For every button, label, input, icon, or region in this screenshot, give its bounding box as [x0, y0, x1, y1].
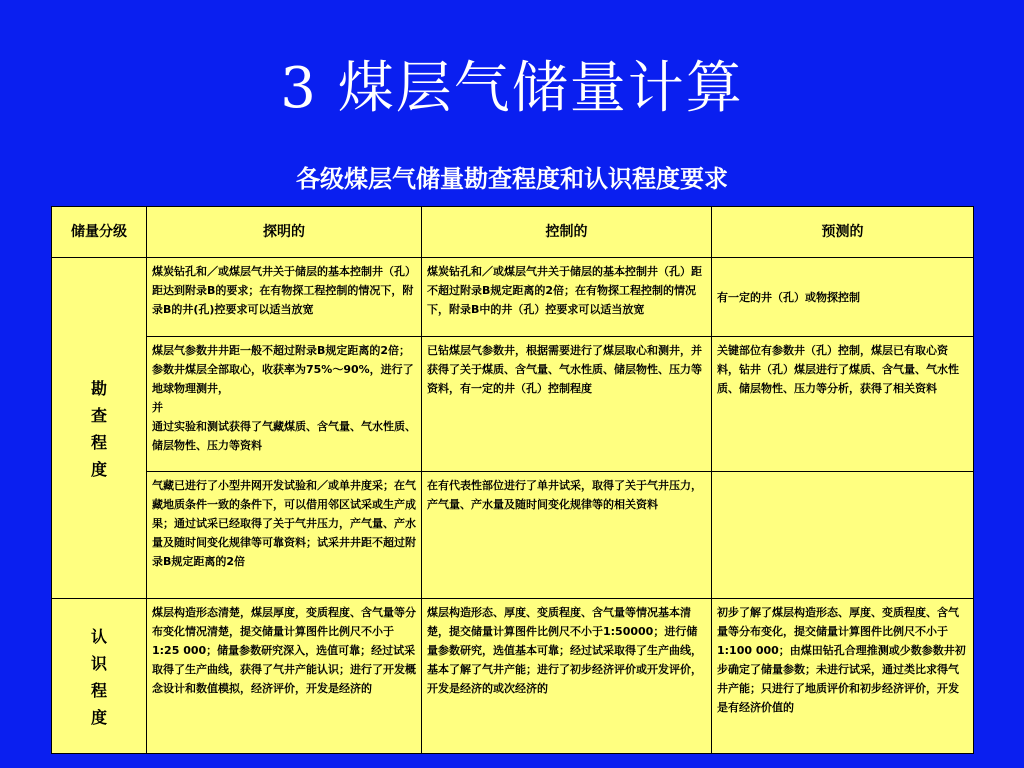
cell-exploration-params-proved: 煤层气参数井井距一般不超过附录B规定距离的2倍；参数井煤层全部取心，收获率为75%～90%，进行了地球物理测井， 并 通过实验和测试获得了气藏煤质、含气量、气水性质、储层物性、压力等资料 — [147, 337, 422, 472]
cell-exploration-control-possible: 有一定的井（孔）或物探控制 — [712, 258, 974, 337]
category-understanding-degree — [52, 599, 147, 754]
category-char: 认 — [90, 626, 107, 646]
category-char: 程 — [90, 680, 107, 700]
cell-understanding-possible: 初步了解了煤层构造形态、厚度、变质程度、含气量等分布变化，提交储量计算图件比例尺不小于1:100 000；由煤田钻孔合理推测或少数参数井初步确定了储量参数；未进行试采，通过类比求得气井产能；只进行了地质评价和初步经济评价，开发是有经济价值的 — [712, 599, 974, 754]
cell-exploration-testing-probable: 在有代表性部位进行了单井试采，取得了关于气井压力，产气量、产水量及随时间变化规律等的相关资料 — [422, 472, 712, 599]
table-row — [52, 472, 974, 599]
header-proved: 探明的 — [147, 207, 422, 258]
reserve-requirements-table — [51, 206, 974, 754]
category-exploration-degree — [52, 258, 147, 599]
header-probable: 控制的 — [422, 207, 712, 258]
table-row — [52, 599, 974, 754]
cell-understanding-probable: 煤层构造形态、厚度、变质程度、含气量等情况基本清楚，提交储量计算图件比例尺不小于1:50000；进行储量参数研究，选值基本可靠；经过试采取得了生产曲线，基本了解了气井产能；进行了初步经济评价或开发评价，开发是经济的或次经济的 — [422, 599, 712, 754]
cell-understanding-proved: 煤层构造形态清楚，煤层厚度，变质程度、含气量等分布变化情况清楚，提交储量计算图件比例尺不小于1:25 000；储量参数研究深入，选值可靠；经过试采取得了生产曲线，获得了气井产能认识；进行了开发概念设计和数值模拟，经济评价，开发是经济的 — [147, 599, 422, 754]
category-char: 勘 — [90, 378, 107, 398]
page-title: 3 煤层气储量计算 — [280, 56, 744, 121]
table-caption: 各级煤层气储量勘查程度和认识程度要求 — [296, 165, 728, 193]
cell-exploration-control-probable: 煤炭钻孔和／或煤层气井关于储层的基本控制井（孔）距不超过附录B规定距离的2倍；在有物探工程控制的情况下，附录B中的井（孔）控要求可以适当放宽 — [422, 258, 712, 337]
category-char: 程 — [90, 432, 107, 452]
header-possible: 预测的 — [712, 207, 974, 258]
table-row — [52, 258, 974, 337]
header-reserve-class: 储量分级 — [52, 207, 147, 258]
category-char: 识 — [90, 653, 107, 673]
category-char: 度 — [90, 459, 107, 479]
cell-exploration-params-possible: 关键部位有参数井（孔）控制，煤层已有取心资料，钻井（孔）煤层进行了煤质、含气量、气水性质、储层物性、压力等分析，获得了相关资料 — [712, 337, 974, 472]
table-row — [52, 337, 974, 472]
category-char: 查 — [90, 405, 107, 425]
category-char: 度 — [90, 707, 107, 727]
table-header-row — [52, 207, 974, 258]
cell-exploration-params-probable: 已钻煤层气参数井，根据需要进行了煤层取心和测井，并获得了关于煤质、含气量、气水性质、储层物性、压力等资料，有一定的井（孔）控制程度 — [422, 337, 712, 472]
cell-exploration-control-proved: 煤炭钻孔和／或煤层气井关于储层的基本控制井（孔）距达到附录B的要求；在有物探工程控制的情况下，附录B的井(孔)控要求可以适当放宽 — [147, 258, 422, 337]
cell-exploration-testing-possible — [712, 472, 974, 599]
cell-exploration-testing-proved: 气藏已进行了小型井网开发试验和／或单井度采；在气藏地质条件一致的条件下，可以借用邻区试采或生产成果；通过试采已经取得了关于气井压力，产气量、产水量及随时间变化规律等可靠资料；试采井井距不超过附录B规定距离的2倍 — [147, 472, 422, 599]
